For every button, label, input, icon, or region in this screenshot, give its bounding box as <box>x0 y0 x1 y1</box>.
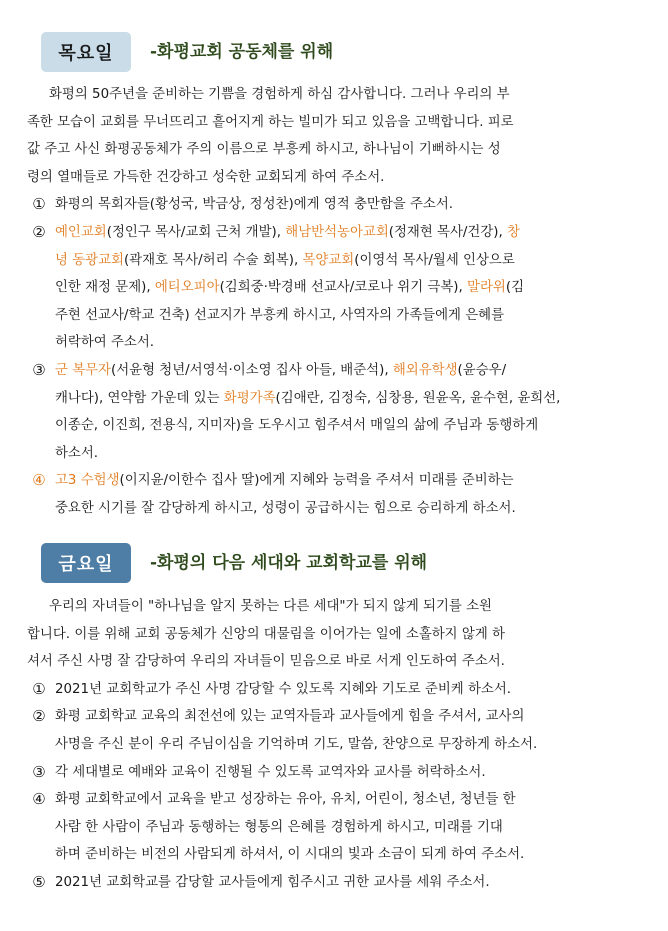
item-text: 화평의 목회자들(황성국, 박금상, 정성찬)에게 영적 충만함을 주소서. <box>55 197 454 213</box>
thursday-item-4 <box>27 467 637 495</box>
thursday-header <box>0 32 668 72</box>
friday-item-4-line: 사람 한 사람이 주님과 동행하는 형통의 은혜를 경험하게 하시고, 미래를 기대 <box>55 819 503 835</box>
thursday-item-3-line <box>27 385 637 413</box>
item-text: 화평 교회학교에서 교육을 받고 성장하는 유아, 유치, 어린이, 청소년, 청년들 한 <box>55 792 516 808</box>
item-number: ② <box>32 222 46 241</box>
mission-name: 말라위 <box>467 280 506 296</box>
item-text: (서윤형 청년/서영석·이소영 집사 아들, 배준석), <box>111 362 393 378</box>
item-number: ③ <box>32 762 46 781</box>
group-name: 군 복무자 <box>55 362 111 378</box>
church-name: 해남반석농아교회 <box>285 224 389 240</box>
friday-item-5 <box>27 869 637 897</box>
item-text: (김희중·박경배 선교사/코로나 위기 극복), <box>219 280 468 296</box>
thursday-item-3-line: 이종순, 이진희, 전용식, 지미자)을 도우시고 힘주셔서 매일의 삶에 주님과 동행하게 <box>55 418 539 434</box>
thursday-item-2-line: 허락하여 주소서. <box>55 335 155 351</box>
thursday-item-1 <box>27 191 637 219</box>
item-text: (정인구 목사/교회 근처 개발), <box>106 224 286 240</box>
friday-intro-line: 셔서 주신 사명 잘 감당하여 우리의 자녀들이 믿음으로 바로 서게 인도하여 주소서. <box>27 654 505 670</box>
mission-name: 에티오피아 <box>154 280 220 296</box>
thursday-intro-line: 화평의 50주년을 준비하는 기쁨을 경험하게 하심 감사합니다. 그러나 우리의 부 <box>49 87 510 102</box>
thursday-intro-line: 족한 모습이 교회를 무너뜨리고 흩어지게 하는 빌미가 되고 있음을 고백합니다. 피로 <box>27 114 514 130</box>
church-name: 창 <box>507 224 520 240</box>
item-text: (윤승우/ <box>457 362 507 378</box>
thursday-item-3-line: 하소서. <box>55 445 99 461</box>
friday-item-1 <box>27 676 637 704</box>
item-text: 2021년 교회학교를 감당할 교사들에게 힘주시고 귀한 교사를 세워 주소서. <box>55 874 490 890</box>
thursday-section <box>0 32 668 516</box>
thursday-item-2-line <box>27 274 637 302</box>
thursday-item-2 <box>27 219 637 247</box>
thursday-theme: -화평교회 공동체를 위해 <box>150 42 334 62</box>
church-name: 목양교회 <box>302 252 355 268</box>
item-text: (이지윤/이한수 집사 딸)에게 지혜와 능력을 주셔서 미래를 준비하는 <box>119 473 514 489</box>
friday-item-4-line: 하며 준비하는 비전의 사람되게 하셔서, 이 시대의 빛과 소금이 되게 하여 주소서. <box>55 847 525 863</box>
item-text: (이영석 목사/월세 인상으로 <box>354 252 515 268</box>
church-name: 예인교회 <box>55 224 107 240</box>
thursday-item-2-line: 주현 선교사/학교 건축) 선교지가 부흥케 하시고, 사역자의 가족들에게 은혜를 <box>55 307 505 323</box>
friday-badge: 금요일 <box>41 543 131 583</box>
friday-header <box>0 543 668 583</box>
item-number: ⑤ <box>32 872 46 891</box>
item-number: ③ <box>32 360 46 379</box>
item-text: 2021년 교회학교가 주신 사명 감당할 수 있도록 지혜와 기도로 준비케 하소서. <box>55 681 512 697</box>
friday-intro-line: 합니다. 이를 위해 교회 공동체가 신앙의 대물림을 이어가는 일에 소홀하지 않게 하 <box>27 626 505 642</box>
friday-section <box>0 543 668 891</box>
friday-body <box>27 593 637 897</box>
item-text: (곽재호 목사/허리 수술 회복), <box>123 252 303 268</box>
thursday-intro-line: 값 주고 사신 화평공동체가 주의 이름으로 부흥케 하시고, 하나님이 기뻐하시는 성 <box>27 142 501 158</box>
church-name: 녕 동광교회 <box>55 252 124 268</box>
thursday-badge: 목요일 <box>41 32 131 72</box>
friday-item-2 <box>27 703 637 731</box>
item-text: 인한 재정 문제), <box>55 280 155 296</box>
item-number: ② <box>32 707 46 726</box>
friday-item-3 <box>27 759 637 787</box>
group-name: 해외유학생 <box>392 362 458 378</box>
friday-theme: -화평의 다음 세대와 교회학교를 위해 <box>150 553 428 573</box>
group-name: 고3 수험생 <box>55 473 120 489</box>
thursday-intro-line: 령의 열매들로 가득한 건강하고 성숙한 교회되게 하여 주소서. <box>27 169 385 185</box>
friday-intro-line: 우리의 자녀들이 "하나님을 알지 못하는 다른 세대"가 되지 않게 되기를 소원 <box>49 599 492 614</box>
item-number: ④ <box>32 790 46 809</box>
friday-item-4 <box>27 786 637 814</box>
friday-item-2-line: 사명을 주신 분이 우리 주님이심을 기억하며 기도, 말씀, 찬양으로 무장하게 하소서. <box>55 736 538 752</box>
item-text: (김 <box>505 280 525 296</box>
item-text: 캐나다), 연약함 가운데 있는 <box>55 390 224 406</box>
item-number: ① <box>32 679 46 698</box>
item-text: (김애란, 김정숙, 심창용, 원윤옥, 윤수현, 윤희선, <box>275 390 561 406</box>
thursday-item-3 <box>27 357 637 385</box>
item-number: ④ <box>32 471 46 490</box>
item-text: (정재현 목사/건강), <box>388 224 508 240</box>
thursday-item-2-line <box>27 247 637 275</box>
thursday-item-4-line: 중요한 시기를 잘 감당하게 하시고, 성령이 공급하시는 힘으로 승리하게 하소서. <box>55 500 516 516</box>
item-text: 각 세대별로 예배와 교육이 진행될 수 있도록 교역자와 교사를 허락하소서. <box>55 764 486 780</box>
thursday-body <box>27 81 637 523</box>
group-name: 화평가족 <box>223 390 276 406</box>
item-number: ① <box>32 195 46 214</box>
item-text: 화평 교회학교 교육의 최전선에 있는 교역자들과 교사들에게 힘을 주셔서, 교사의 <box>55 709 525 725</box>
